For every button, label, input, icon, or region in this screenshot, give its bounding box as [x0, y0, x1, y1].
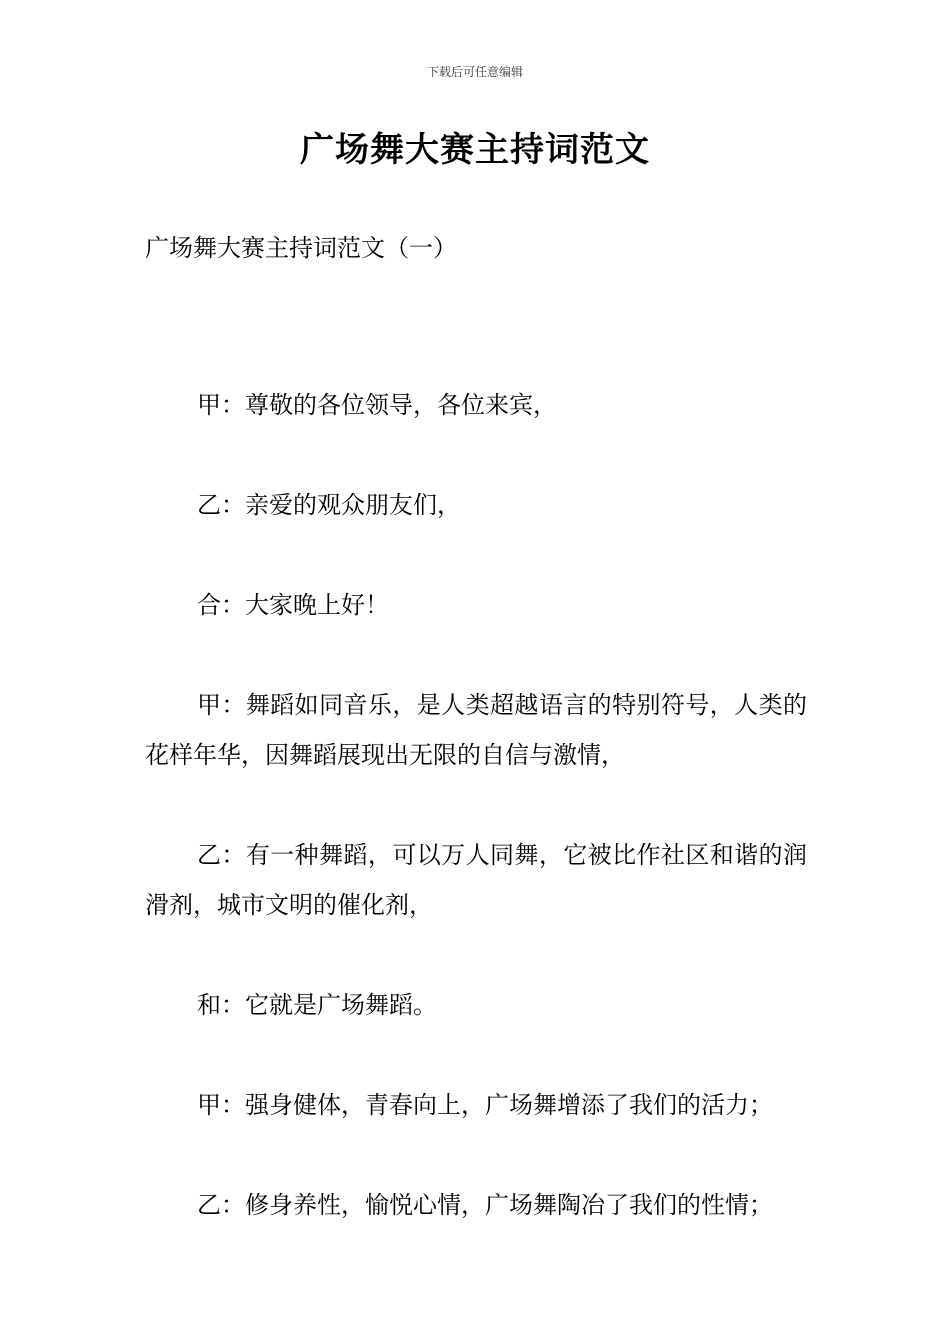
paragraph: 甲：强身健体，青春向上，广场舞增添了我们的活力；: [197, 1091, 773, 1119]
section-heading: 广场舞大赛主持词范文（一）: [145, 234, 457, 262]
paragraph: 甲：舞蹈如同音乐，是人类超越语言的特别符号，人类的花样年华，因舞蹈展现出无限的自信与激情，: [145, 691, 807, 769]
document-title: 广场舞大赛主持词范文: [300, 130, 650, 170]
paragraph: 乙：有一种舞蹈，可以万人同舞，它被比作社区和谐的润滑剂，城市文明的催化剂，: [145, 841, 807, 919]
paragraph: 乙：亲爱的观众朋友们，: [197, 491, 461, 519]
paragraph: 甲：尊敬的各位领导，各位来宾，: [197, 391, 557, 419]
paragraph: 和：它就是广场舞蹈。: [197, 991, 437, 1019]
header-note: 下载后可任意编辑: [426, 65, 523, 79]
paragraph: 乙：修身养性，愉悦心情，广场舞陶冶了我们的性情；: [197, 1191, 773, 1219]
paragraph: 合：大家晚上好！: [197, 591, 389, 619]
document-body: [145, 380, 807, 1280]
